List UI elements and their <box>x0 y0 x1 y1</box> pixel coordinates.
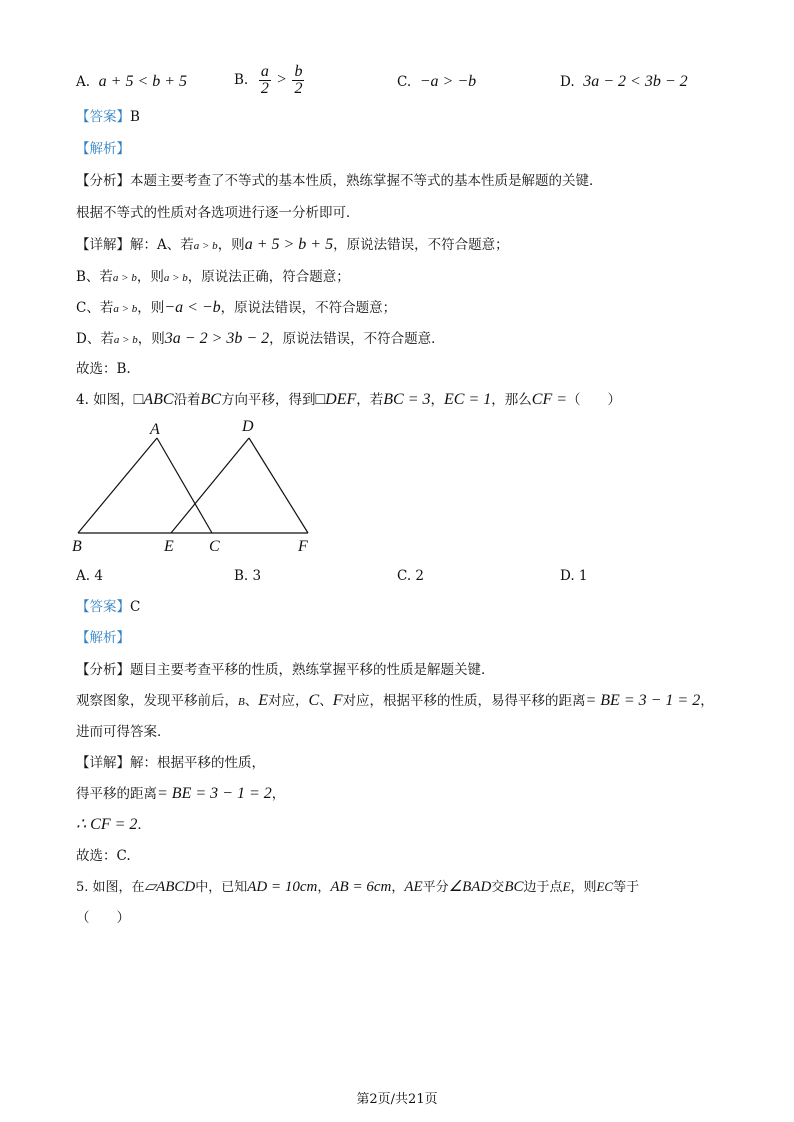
q3-method: 根据不等式的性质对各选项进行逐一分析即可． <box>76 205 360 221</box>
q3-option-c: C. −a > −b <box>397 73 477 90</box>
q3-option-b: B. $\frac{a}{2}$ > $\frac{b}{2}$ <box>234 63 303 97</box>
q3-detail-2: B、若a > b，则a > b，原说法正确，符合题意； <box>76 269 350 285</box>
q5-stem: 5. 如图，在▱ABCD中，已知AD = 10cm，AB = 6cm，AE平分∠BAD交BC边于点E，则EC等于 <box>76 879 640 895</box>
label-e: E <box>164 538 174 555</box>
q4-option-b: B. 3 <box>234 568 262 584</box>
q4-option-d: D. 1 <box>560 568 588 584</box>
label-c: C <box>209 538 220 555</box>
q3-fenxi: 【分析】本题主要考查了不等式的基本性质，熟练掌握不等式的基本性质是解题的关键． <box>76 173 603 189</box>
q4-then: 进而可得答案． <box>76 724 171 740</box>
q4-observation: 观察图象，发现平移前后，B、E对应，C、F对应，根据平移的性质，易得平移的距离= BE = 3 − 1 = 2， <box>76 692 714 709</box>
label-d: D <box>242 418 254 435</box>
segment-df <box>249 438 308 533</box>
q4-answer: 【答案】C <box>76 599 141 615</box>
page-footer: 第2页/共21页 <box>356 1092 438 1107</box>
q4-fenxi: 【分析】题目主要考查平移的性质，熟练掌握平移的性质是解题关键． <box>76 662 495 678</box>
q3-answer: 【答案】B <box>76 109 140 125</box>
label-b: B <box>72 538 82 555</box>
segment-de <box>171 438 249 533</box>
segment-ab <box>78 438 157 533</box>
q5-paren: （ ） <box>76 910 130 926</box>
q4-option-c: C. 2 <box>397 568 425 584</box>
q3-analysis-tag: 【解析】 <box>76 141 130 157</box>
q3-detail-3: C、若a > b，则−a < −b，原说法错误，不符合题意； <box>76 299 397 316</box>
q4-detail: 【详解】解：根据平移的性质， <box>76 755 265 771</box>
q3-option-a: A. a + 5 < b + 5 <box>76 73 188 90</box>
q4-stem: 4. 如图，□ABC沿着BC方向平移，得到□DEF，若BC = 3，EC = 1，那么CF =（ ） <box>76 391 622 408</box>
q4-distance: 得平移的距离= BE = 3 − 1 = 2， <box>76 785 286 802</box>
q4-option-a: A. 4 <box>76 568 103 584</box>
q4-choose: 故选：C. <box>76 848 131 864</box>
q3-detail-1: 【详解】解：A、若a > b，则a + 5 > b + 5，原说法错误，不符合题意； <box>76 236 509 253</box>
segment-ac <box>157 438 212 533</box>
fraction-b-over-2: $\frac{b}{2}$ <box>294 63 303 97</box>
q3-option-d: D. 3a − 2 < 3b − 2 <box>560 73 688 90</box>
q3-detail-4: D、若a > b，则3a − 2 > 3b − 2，原说法错误，不符合题意． <box>76 330 445 347</box>
q4-therefore: ∴ CF = 2． <box>76 816 151 833</box>
label-a: A <box>150 421 160 438</box>
q4-analysis-tag: 【解析】 <box>76 630 130 646</box>
q3-choose: 故选：B. <box>76 361 131 377</box>
label-f: F <box>298 538 308 555</box>
q4-translation-figure <box>60 414 330 559</box>
fraction-a-over-2: $\frac{a}{2}$ <box>260 63 269 97</box>
